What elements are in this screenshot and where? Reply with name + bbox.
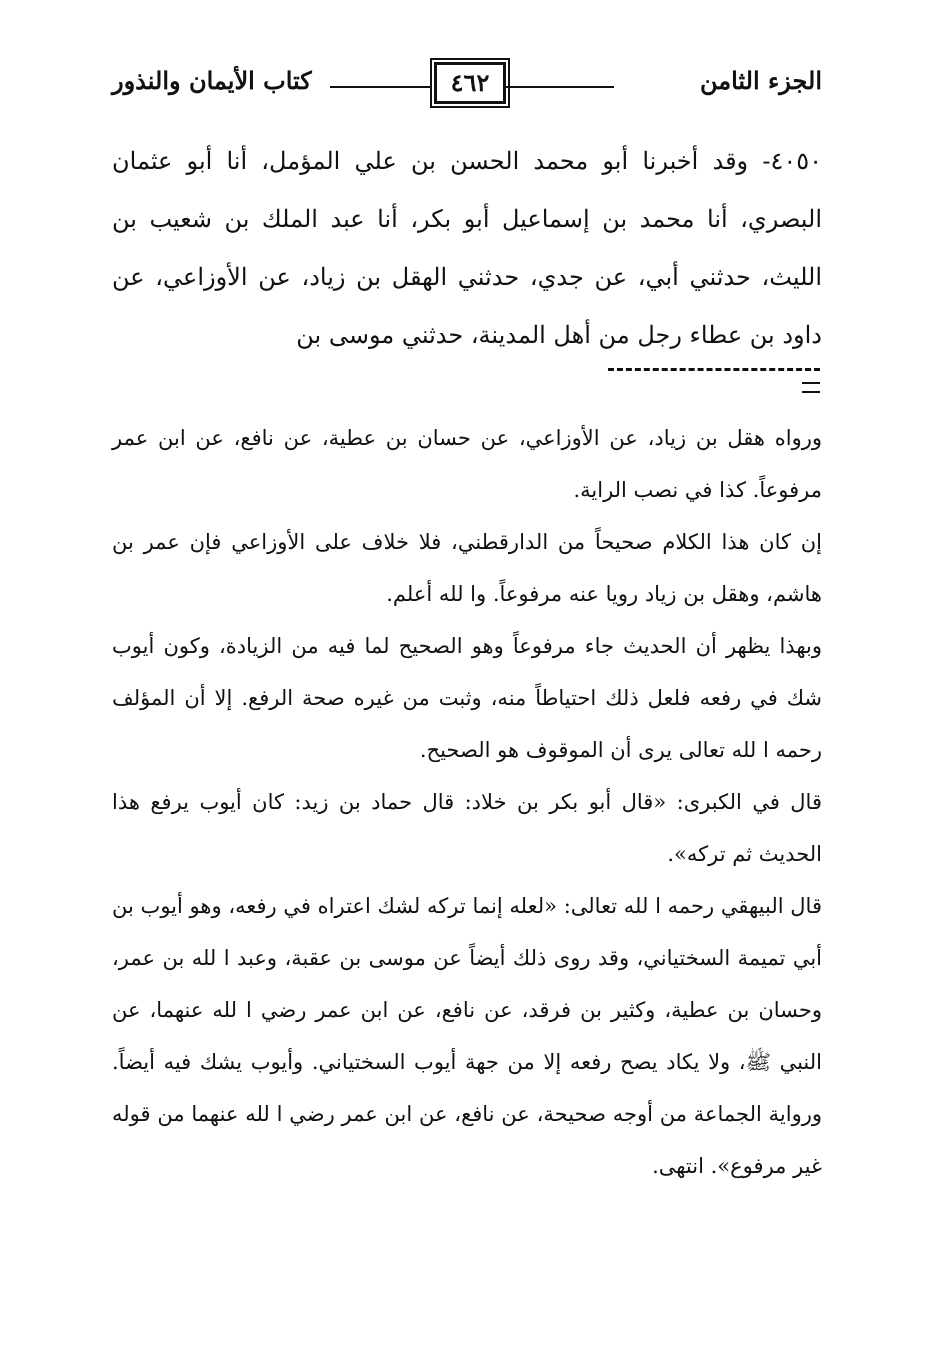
footnote-separator bbox=[608, 368, 820, 392]
main-text bbox=[112, 132, 822, 364]
page-number: ٤٦٢ bbox=[434, 62, 506, 104]
footnote-paragraph: إن كان هذا الكلام صحيحاً من الدارقطني، فلا خلاف على الأوزاعي فإن عمر بن هاشم، وهقل بن زياد رويا عنه مرفوعاً. وا لله أعلم. bbox=[112, 530, 822, 606]
header-rule-right bbox=[504, 86, 614, 88]
continuation-mark bbox=[802, 382, 820, 393]
footnotes bbox=[112, 412, 822, 1192]
volume-title: الجزء الثامن bbox=[699, 66, 822, 95]
separator-dashes bbox=[608, 368, 820, 371]
footnote-paragraph: قال البيهقي رحمه ا لله تعالى: «لعله إنما تركه لشك اعتراه في رفعه، وهو أيوب بن أبي تميمة السختياني، وقد روى ذلك أيضاً عن موسى بن عقبة، وعبد ا لله بن عمر، وحسان بن عطية، وكثير بن فرقد، عن نافع، عن ابن عمر رضي ا لله عنهما، عن النبي ﷺ، ولا يكاد يصح رفعه إلا من جهة أيوب السختياني. وأيوب يشك فيه أيضاً. ورواية الجماعة من أوجه صحيحة، عن نافع، عن ابن عمر رضي ا لله عنهما من قوله غير مرفوع». انتهى. bbox=[112, 894, 822, 1178]
hadith-paragraph: ٤٠٥٠- وقد أخبرنا أبو محمد الحسن بن علي المؤمل، أنا أبو عثمان البصري، أنا محمد بن إسماعيل أبو بكر، أنا عبد الملك بن شعيب بن الليث، حدثني أبي، عن جدي، حدثني الهقل بن زياد، عن الأوزاعي، عن داود بن عطاء رجل من أهل المدينة، حدثني موسى بن bbox=[112, 147, 823, 349]
book-title: كتاب الأيمان والنذور bbox=[112, 66, 312, 95]
header-rule-left bbox=[330, 86, 432, 88]
page-header bbox=[112, 62, 822, 106]
footnote-paragraph: ورواه هقل بن زياد، عن الأوزاعي، عن حسان بن عطية، عن نافع، عن ابن عمر مرفوعاً. كذا في نصب الراية. bbox=[112, 426, 822, 502]
footnote-paragraph: وبهذا يظهر أن الحديث جاء مرفوعاً وهو الصحيح لما فيه من الزيادة، وكون أيوب شك في رفعه فلعل ذلك احتياطاً منه، وثبت من غيره صحة الرفع. إلا أن المؤلف رحمه ا لله تعالى يرى أن الموقوف هو الصحيح. bbox=[112, 634, 822, 762]
footnote-paragraph: قال في الكبرى: «قال أبو بكر بن خلاد: قال حماد بن زيد: كان أيوب يرفع هذا الحديث ثم تركه». bbox=[112, 790, 822, 866]
